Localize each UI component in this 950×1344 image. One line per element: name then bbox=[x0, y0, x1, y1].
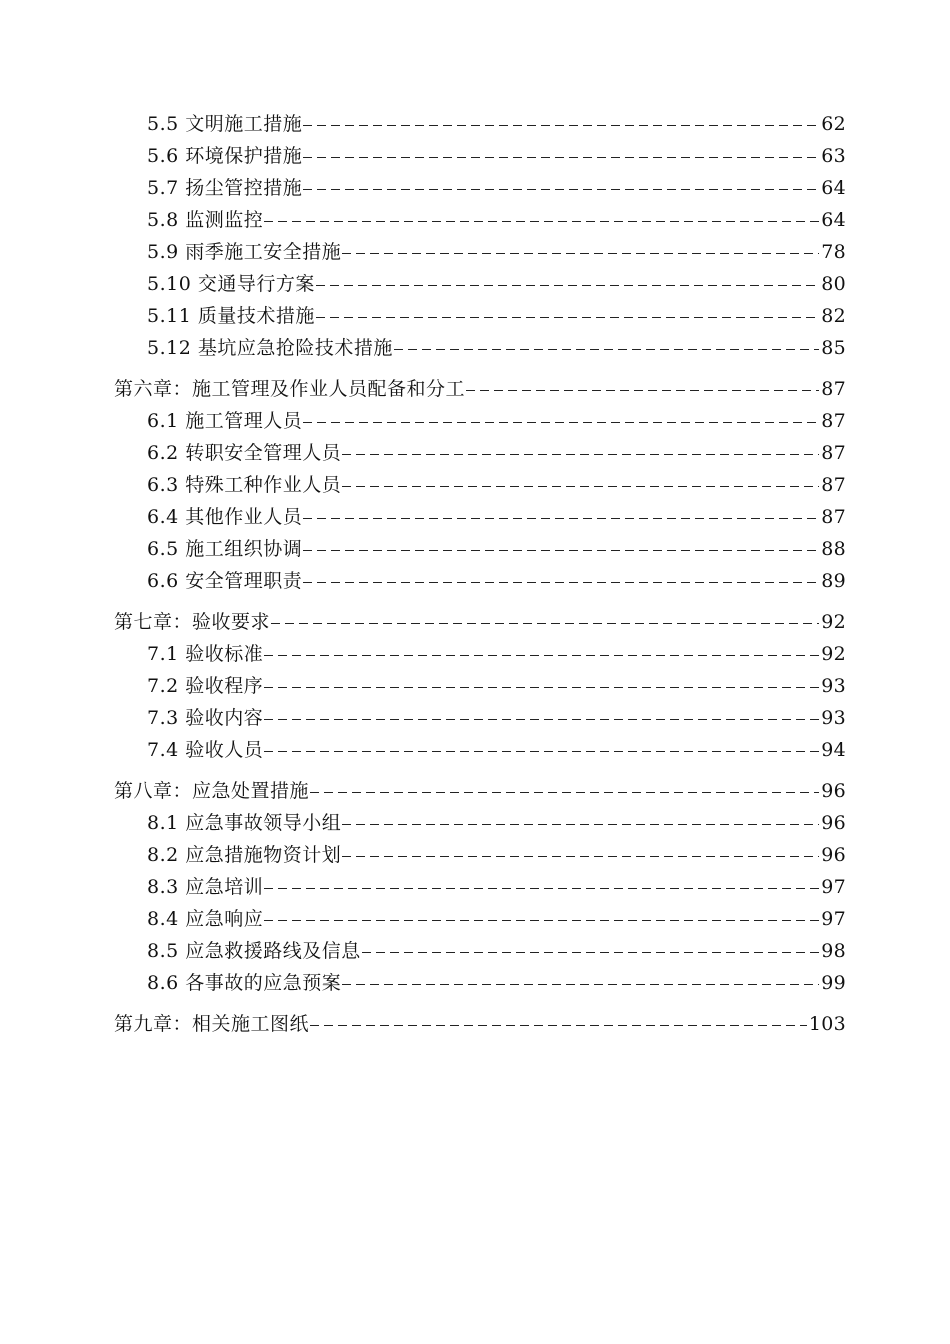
toc-entry-title: 6.3 特殊工种作业人员 bbox=[147, 474, 342, 496]
toc-dash-leader bbox=[342, 486, 819, 487]
toc-page-number: 87 bbox=[821, 410, 846, 432]
toc-entry-title: 6.1 施工管理人员 bbox=[147, 410, 303, 432]
toc-dash-leader bbox=[264, 655, 819, 656]
toc-dash-leader bbox=[264, 888, 819, 889]
toc-chapter-entry[interactable] bbox=[0, 376, 950, 402]
toc-entry-row bbox=[147, 536, 846, 562]
toc-entry-row bbox=[147, 641, 846, 667]
toc-dash-leader bbox=[303, 582, 819, 583]
toc-entry-row bbox=[147, 504, 846, 530]
toc-page-number: 88 bbox=[821, 538, 846, 560]
toc-entry-title: 5.10 交通导行方案 bbox=[147, 273, 315, 295]
toc-entry-row bbox=[114, 376, 846, 402]
toc-dash-leader bbox=[316, 285, 819, 286]
toc-dash-leader bbox=[303, 518, 819, 519]
toc-chapter-entry[interactable] bbox=[0, 609, 950, 635]
toc-dash-leader bbox=[264, 687, 819, 688]
toc-entry-row bbox=[147, 303, 846, 329]
toc-entry-title: 5.6 环境保护措施 bbox=[147, 145, 303, 167]
toc-page-number: 82 bbox=[821, 305, 846, 327]
toc-entry-row bbox=[147, 207, 846, 233]
toc-chapter-entry[interactable] bbox=[0, 1011, 950, 1037]
toc-section-entry[interactable] bbox=[0, 641, 950, 667]
toc-entry-row bbox=[147, 440, 846, 466]
toc-entry-title: 6.5 施工组织协调 bbox=[147, 538, 303, 560]
toc-entry-row bbox=[147, 673, 846, 699]
toc-page-number: 87 bbox=[821, 474, 846, 496]
toc-entry-title: 8.6 各事故的应急预案 bbox=[147, 972, 342, 994]
toc-entry-title: 5.12 基坑应急抢险技术措施 bbox=[147, 337, 393, 359]
toc-entry-title: 5.8 监测监控 bbox=[147, 209, 264, 231]
toc-entry-title: 8.5 应急救援路线及信息 bbox=[147, 940, 361, 962]
toc-section-entry[interactable] bbox=[0, 335, 950, 361]
toc-section-entry[interactable] bbox=[0, 504, 950, 530]
toc-dash-leader bbox=[310, 1025, 807, 1026]
toc-entry-title: 8.4 应急响应 bbox=[147, 908, 264, 930]
toc-page-number: 78 bbox=[821, 241, 846, 263]
toc-section-entry[interactable] bbox=[0, 842, 950, 868]
toc-dash-leader bbox=[303, 125, 819, 126]
toc-section-entry[interactable] bbox=[0, 705, 950, 731]
toc-page-number: 64 bbox=[821, 209, 846, 231]
toc-dash-leader bbox=[342, 454, 819, 455]
toc-dash-leader bbox=[264, 221, 819, 222]
toc-page-number: 96 bbox=[821, 812, 846, 834]
toc-section-entry[interactable] bbox=[0, 874, 950, 900]
toc-dash-leader bbox=[394, 349, 819, 350]
toc-dash-leader bbox=[342, 253, 819, 254]
toc-section-entry[interactable] bbox=[0, 207, 950, 233]
toc-entry-title: 5.9 雨季施工安全措施 bbox=[147, 241, 342, 263]
toc-page-number: 87 bbox=[821, 378, 846, 400]
toc-page-number: 87 bbox=[821, 442, 846, 464]
toc-entry-row bbox=[114, 1011, 846, 1037]
toc-entry-title: 6.4 其他作业人员 bbox=[147, 506, 303, 528]
toc-section-entry[interactable] bbox=[0, 938, 950, 964]
toc-entry-title: 6.6 安全管理职责 bbox=[147, 570, 303, 592]
toc-section-entry[interactable] bbox=[0, 737, 950, 763]
toc-dash-leader bbox=[264, 920, 819, 921]
toc-entry-row bbox=[147, 143, 846, 169]
toc-entry-title: 8.3 应急培训 bbox=[147, 876, 264, 898]
toc-entry-title: 7.2 验收程序 bbox=[147, 675, 264, 697]
toc-dash-leader bbox=[303, 422, 819, 423]
toc-section-entry[interactable] bbox=[0, 673, 950, 699]
toc-dash-leader bbox=[362, 952, 819, 953]
toc-entry-row bbox=[147, 111, 846, 137]
toc-page-number: 62 bbox=[821, 113, 846, 135]
toc-entry-title: 5.11 质量技术措施 bbox=[147, 305, 315, 327]
toc-section-entry[interactable] bbox=[0, 970, 950, 996]
toc-section-entry[interactable] bbox=[0, 810, 950, 836]
toc-entry-title: 8.2 应急措施物资计划 bbox=[147, 844, 342, 866]
toc-entry-row bbox=[114, 609, 846, 635]
toc-entry-row bbox=[147, 175, 846, 201]
toc-section-entry[interactable] bbox=[0, 906, 950, 932]
toc-entry-title: 7.4 验收人员 bbox=[147, 739, 264, 761]
toc-page-number: 99 bbox=[821, 972, 846, 994]
toc-dash-leader bbox=[342, 984, 819, 985]
toc-dash-leader bbox=[271, 623, 819, 624]
toc-entry-row bbox=[114, 778, 846, 804]
toc-page-number: 103 bbox=[808, 1013, 846, 1035]
toc-page-number: 97 bbox=[821, 908, 846, 930]
toc-dash-leader bbox=[303, 157, 819, 158]
toc-entry-row bbox=[147, 842, 846, 868]
toc-entry-row bbox=[147, 472, 846, 498]
toc-entry-title: 7.1 验收标准 bbox=[147, 643, 264, 665]
toc-page-number: 85 bbox=[821, 337, 846, 359]
toc-entry-title: 8.1 应急事故领导小组 bbox=[147, 812, 342, 834]
toc-section-entry[interactable] bbox=[0, 271, 950, 297]
toc-entry-title: 5.5 文明施工措施 bbox=[147, 113, 303, 135]
toc-section-entry[interactable] bbox=[0, 440, 950, 466]
toc-entry-title: 第八章：应急处置措施 bbox=[114, 780, 310, 802]
toc-page-number: 93 bbox=[821, 675, 846, 697]
toc-page-number: 80 bbox=[821, 273, 846, 295]
toc-entry-row bbox=[147, 568, 846, 594]
toc-page-number: 94 bbox=[821, 739, 846, 761]
toc-entry-title: 5.7 扬尘管控措施 bbox=[147, 177, 303, 199]
toc-entry-row bbox=[147, 271, 846, 297]
toc-dash-leader bbox=[316, 317, 819, 318]
toc-entry-row bbox=[147, 737, 846, 763]
toc-page-number: 89 bbox=[821, 570, 846, 592]
toc-page-number: 98 bbox=[821, 940, 846, 962]
toc-section-entry[interactable] bbox=[0, 239, 950, 265]
toc-entry-row bbox=[147, 938, 846, 964]
toc-page-number: 63 bbox=[821, 145, 846, 167]
toc-entry-title: 第九章：相关施工图纸 bbox=[114, 1013, 310, 1035]
toc-dash-leader bbox=[303, 550, 819, 551]
toc-entry-title: 第六章：施工管理及作业人员配备和分工 bbox=[114, 378, 466, 400]
toc-entry-row bbox=[147, 239, 846, 265]
toc-page-number: 97 bbox=[821, 876, 846, 898]
toc-page-number: 96 bbox=[821, 844, 846, 866]
toc-entry-row bbox=[147, 335, 846, 361]
toc-entry-title: 第七章：验收要求 bbox=[114, 611, 271, 633]
toc-page-number: 92 bbox=[821, 643, 846, 665]
toc-dash-leader bbox=[264, 751, 819, 752]
toc-page-number: 96 bbox=[821, 780, 846, 802]
toc-dash-leader bbox=[264, 719, 819, 720]
toc-entry-row bbox=[147, 705, 846, 731]
toc-section-entry[interactable] bbox=[0, 303, 950, 329]
toc-dash-leader bbox=[342, 824, 819, 825]
toc-page-number: 64 bbox=[821, 177, 846, 199]
toc-section-entry[interactable] bbox=[0, 111, 950, 137]
toc-section-entry[interactable] bbox=[0, 568, 950, 594]
toc-dash-leader bbox=[303, 189, 819, 190]
toc-dash-leader bbox=[466, 390, 819, 391]
toc-section-entry[interactable] bbox=[0, 408, 950, 434]
toc-dash-leader bbox=[310, 792, 819, 793]
toc-entry-title: 6.2 转职安全管理人员 bbox=[147, 442, 342, 464]
toc-page-number: 93 bbox=[821, 707, 846, 729]
toc-page-number: 87 bbox=[821, 506, 846, 528]
toc-chapter-entry[interactable] bbox=[0, 778, 950, 804]
toc-dash-leader bbox=[342, 856, 819, 857]
toc-section-entry[interactable] bbox=[0, 536, 950, 562]
toc-page-number: 92 bbox=[821, 611, 846, 633]
toc-entry-row bbox=[147, 408, 846, 434]
toc-entry-title: 7.3 验收内容 bbox=[147, 707, 264, 729]
toc-section-entry[interactable] bbox=[0, 472, 950, 498]
toc-entry-row bbox=[147, 970, 846, 996]
toc-entry-row bbox=[147, 810, 846, 836]
toc-section-entry[interactable] bbox=[0, 143, 950, 169]
toc-entry-row bbox=[147, 874, 846, 900]
toc-entry-row bbox=[147, 906, 846, 932]
toc-section-entry[interactable] bbox=[0, 175, 950, 201]
